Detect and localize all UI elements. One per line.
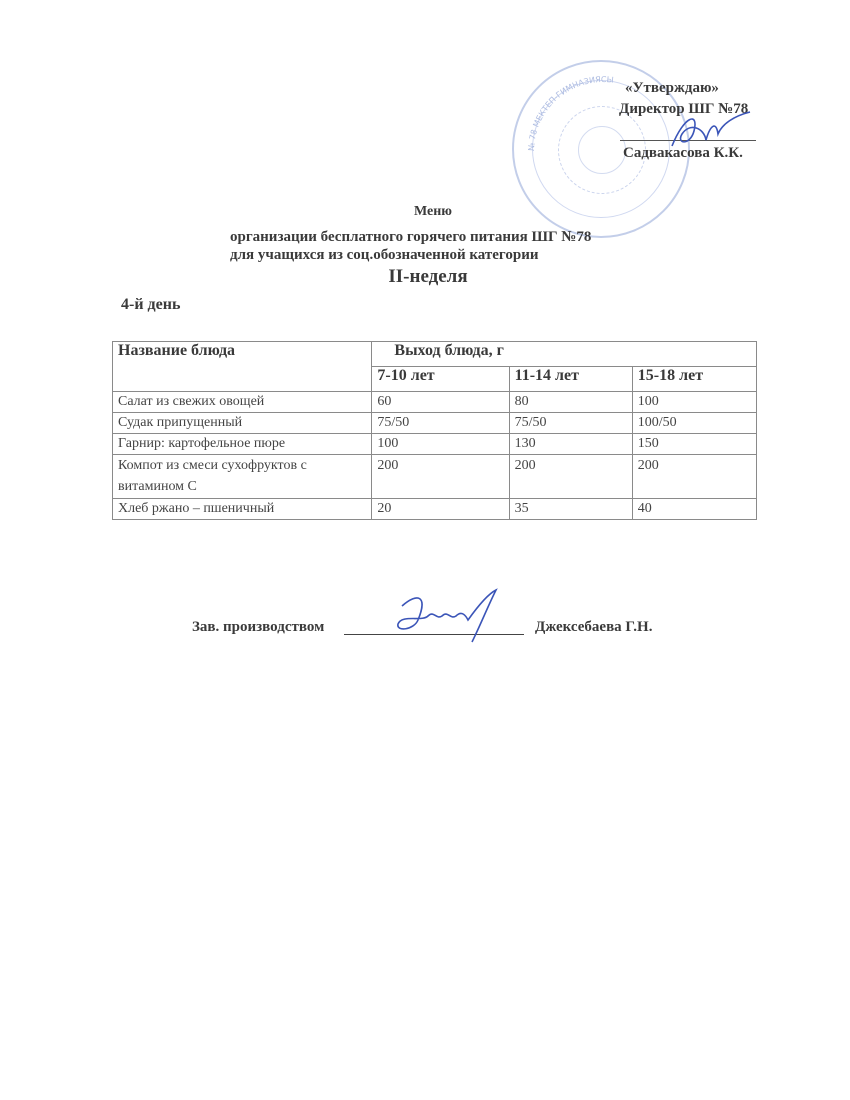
header-age-11-14: 11-14 лет: [509, 367, 632, 392]
table-row: [113, 413, 757, 434]
header-age-7-10: 7-10 лет: [372, 367, 509, 392]
dish-name: Хлеб ржано – пшеничный: [113, 499, 372, 520]
dish-name: Салат из свежих овощей: [113, 392, 372, 413]
production-manager-name: Джексебаева Г.Н.: [535, 619, 653, 635]
yield-7-10: 75/50: [372, 413, 509, 434]
yield-11-14: 130: [509, 434, 632, 455]
approval-heading: «Утверждаю»: [625, 80, 719, 96]
document-title: Меню: [413, 204, 452, 219]
header-dish-name: Название блюда: [113, 342, 372, 392]
yield-11-14: 75/50: [509, 413, 632, 434]
header-age-15-18: 15-18 лет: [632, 367, 756, 392]
yield-15-18: 100: [632, 392, 756, 413]
yield-7-10: 100: [372, 434, 509, 455]
yield-11-14: 35: [509, 499, 632, 520]
day-label: 4-й день: [121, 296, 181, 313]
svg-text:№ 78 МЕКТЕП-ГИМНАЗИЯСЫ: № 78 МЕКТЕП-ГИМНАЗИЯСЫ: [526, 74, 615, 152]
document-subtitle-2: для учащихся из соц.обозначенной категории: [230, 247, 539, 263]
table-row: [113, 499, 757, 520]
yield-7-10: 200: [372, 455, 509, 499]
dish-name: Судак припущенный: [113, 413, 372, 434]
production-manager-signature: [388, 586, 508, 646]
menu-table: [112, 341, 757, 520]
document-subtitle-1: организации бесплатного горячего питания ШГ №78: [230, 229, 592, 245]
table-row: [113, 392, 757, 413]
dish-name: Гарнир: картофельное пюре: [113, 434, 372, 455]
yield-15-18: 40: [632, 499, 756, 520]
yield-15-18: 100/50: [632, 413, 756, 434]
yield-7-10: 20: [372, 499, 509, 520]
week-label: II-неделя: [388, 266, 468, 287]
yield-11-14: 80: [509, 392, 632, 413]
dish-name: Компот из смеси сухофруктов с витамином С: [113, 455, 372, 499]
header-yield: Выход блюда, г: [372, 342, 757, 367]
yield-11-14: 200: [509, 455, 632, 499]
table-row: [113, 455, 757, 499]
production-manager-label: Зав. производством: [192, 619, 325, 635]
director-name: Садвакасова К.К.: [623, 145, 743, 161]
yield-7-10: 60: [372, 392, 509, 413]
yield-15-18: 150: [632, 434, 756, 455]
table-row: [113, 434, 757, 455]
yield-15-18: 200: [632, 455, 756, 499]
table-header-row: [113, 342, 757, 367]
approval-director-title: Директор ШГ №78: [619, 101, 749, 117]
